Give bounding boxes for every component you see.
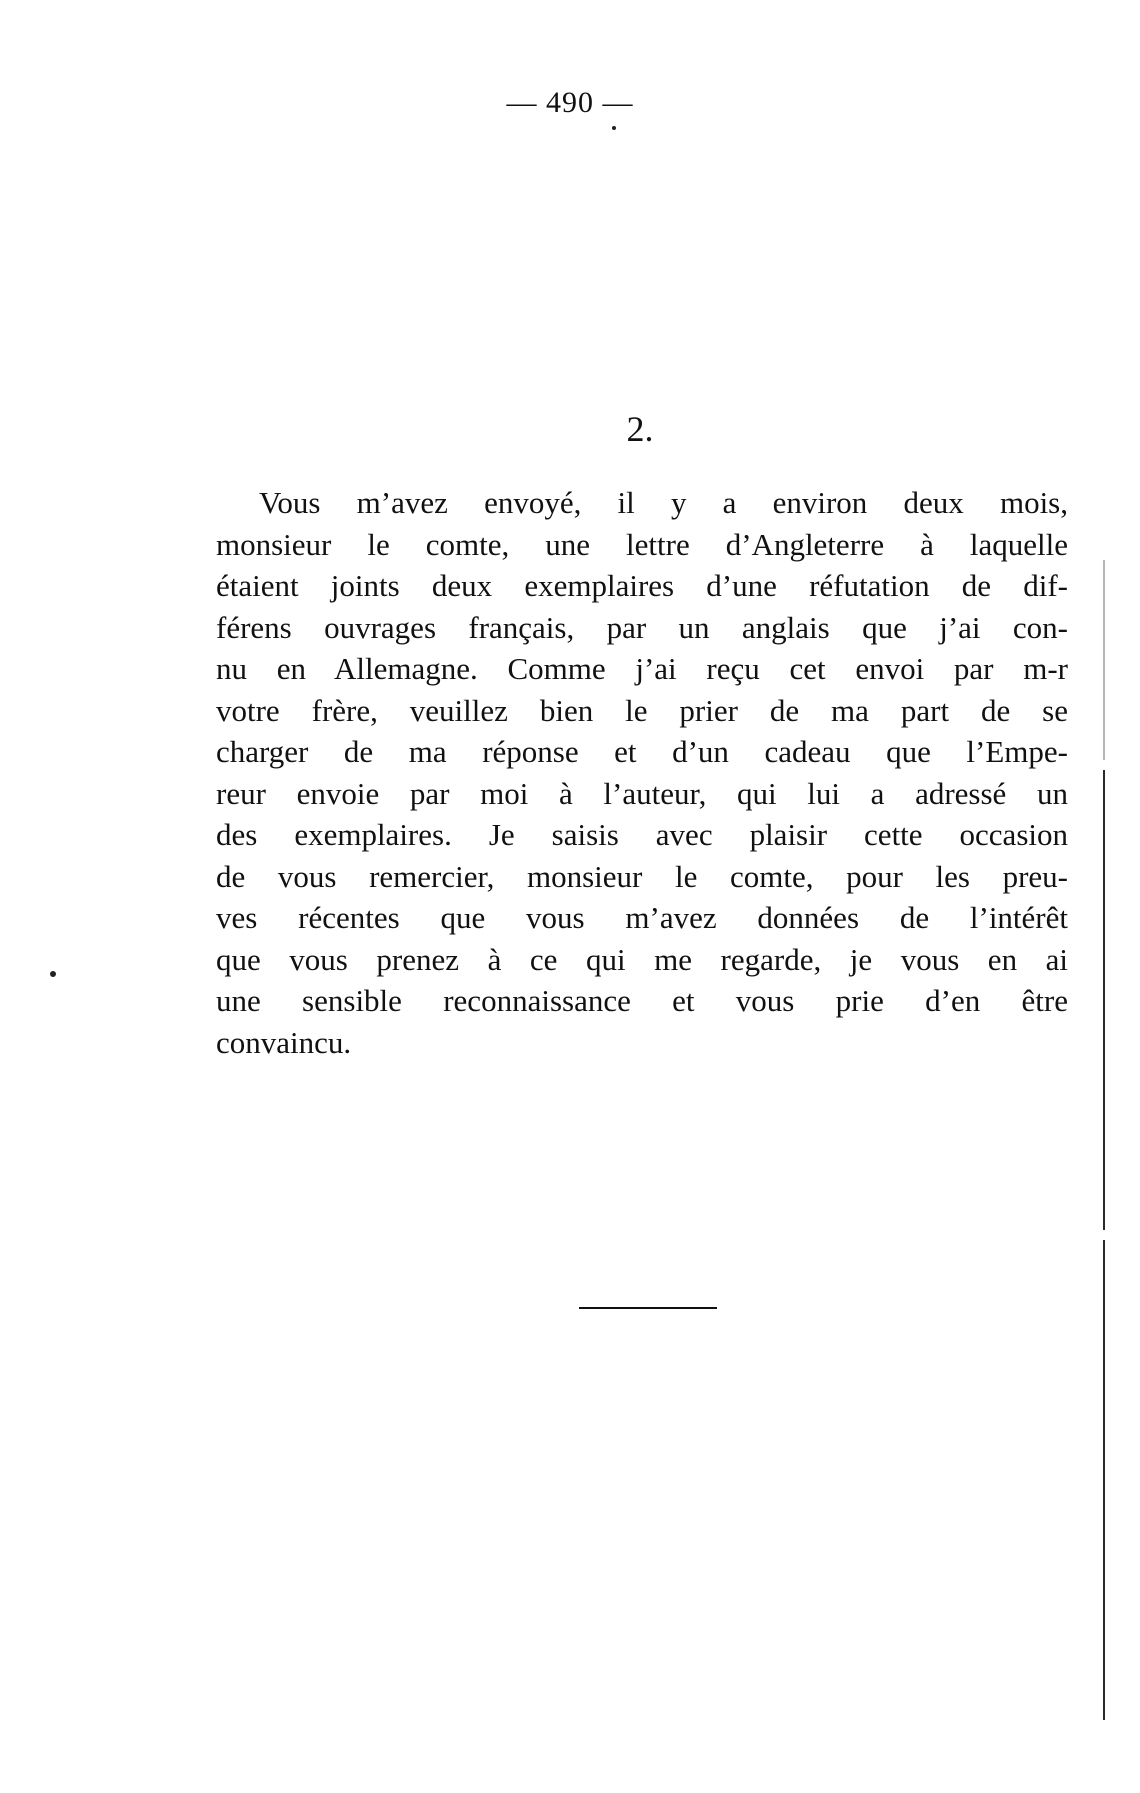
paragraph-line: nu en Allemagne. Comme j’ai reçu cet envoi par m-r <box>216 651 1068 686</box>
ink-speck <box>612 126 616 130</box>
paragraph-line: de vous remercier, monsieur le comte, pour les preu- <box>216 858 1068 894</box>
scan-margin-line <box>1103 1240 1105 1720</box>
paragraph-line: une sensible reconnaissance et vous prie d’en être <box>216 983 1068 1018</box>
paragraph-line: ves récentes que vous m’avez données de l’intérêt <box>216 900 1068 935</box>
letter-paragraph <box>216 482 1068 1063</box>
scan-margin-line <box>1103 770 1105 1230</box>
paragraph-line: votre frère, veuillez bien le prier de ma part de se <box>216 692 1068 728</box>
paragraph-line: charger de ma réponse et d’un cadeau que l’Empe- <box>216 734 1068 769</box>
scan-margin-line <box>1103 560 1105 760</box>
ink-speck <box>50 971 56 977</box>
paragraph-line: que vous prenez à ce qui me regarde, je vous en ai <box>216 941 1068 977</box>
paragraph-line: Vous m’avez envoyé, il y a environ deux mois, <box>259 485 1068 520</box>
paragraph-line: reur envoie par moi à l’auteur, qui lui a adressé un <box>216 775 1068 811</box>
paragraph-line: convaincu. <box>216 1024 352 1060</box>
paragraph-line: des exemplaires. Je saisis avec plaisir cette occasion <box>216 817 1068 852</box>
paragraph-line: férens ouvrages français, par un anglais que j’ai con- <box>216 609 1068 645</box>
paragraph-line: étaient joints deux exemplaires d’une réfutation de dif- <box>216 568 1068 603</box>
section-number: 2. <box>626 409 654 449</box>
paragraph-line: monsieur le comte, une lettre d’Angleterre à laquelle <box>216 526 1068 562</box>
closing-rule <box>579 1307 717 1309</box>
page-number: — 490 — <box>506 86 634 119</box>
